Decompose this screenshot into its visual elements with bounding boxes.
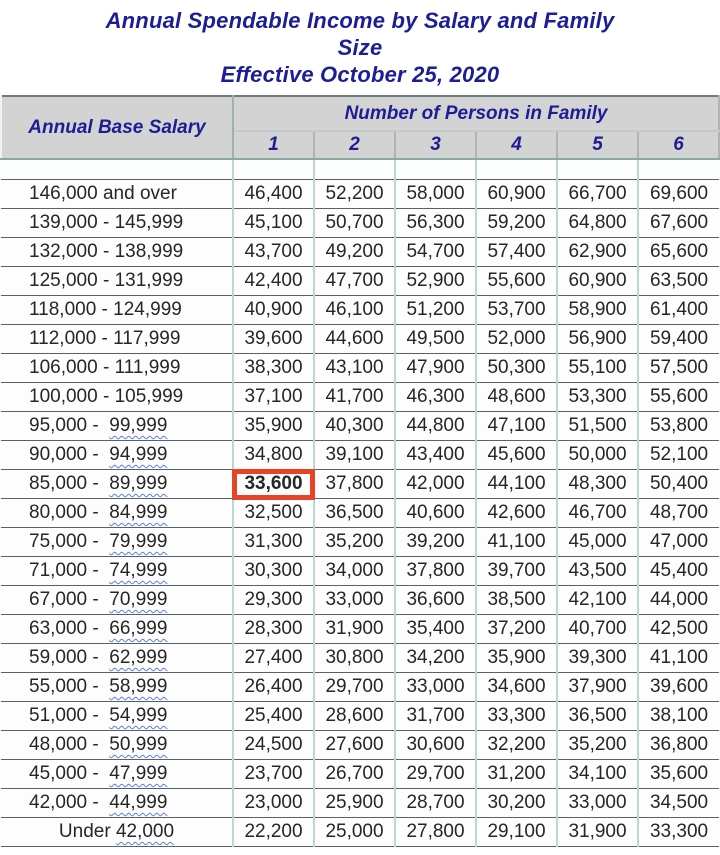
- income-value-cell: 35,900: [476, 644, 557, 673]
- salary-range-text: 75,000 -: [29, 531, 110, 552]
- family-size-column-6: 6: [638, 131, 719, 159]
- salary-range-text: 112,000 - 117,999: [29, 328, 181, 349]
- income-value-cell: 38,300: [233, 354, 314, 383]
- income-value-cell: 49,200: [314, 238, 395, 267]
- salary-range-cell: [1, 499, 233, 528]
- salary-range-text-spellchecked: 89,999: [109, 473, 168, 494]
- income-value-cell: 48,600: [476, 383, 557, 412]
- salary-range-cell: [1, 470, 233, 499]
- table-row: [1, 528, 719, 557]
- income-value-cell: 52,000: [476, 325, 557, 354]
- income-value-cell: 34,600: [476, 673, 557, 702]
- income-value-cell: 46,100: [314, 296, 395, 325]
- salary-range-text: 146,000 and over: [29, 183, 177, 204]
- income-value-cell: 52,100: [638, 441, 719, 470]
- salary-range-text-spellchecked: 62,999: [109, 647, 168, 668]
- income-value-cell: 42,100: [557, 586, 638, 615]
- income-value-cell: 66,700: [557, 180, 638, 209]
- income-value-cell: 29,700: [395, 760, 476, 789]
- income-value-cell: 35,400: [395, 615, 476, 644]
- income-value-cell: 36,800: [638, 731, 719, 760]
- income-value-cell: 57,500: [638, 354, 719, 383]
- annual-base-salary-header: Annual Base Salary: [1, 96, 233, 159]
- income-value-cell: 51,200: [395, 296, 476, 325]
- income-value-cell: 30,300: [233, 557, 314, 586]
- family-size-column-4: 4: [476, 131, 557, 159]
- income-value-cell: 42,600: [476, 499, 557, 528]
- income-value-cell: 39,700: [476, 557, 557, 586]
- table-row: [1, 267, 719, 296]
- salary-range-text-spellchecked: 58,999: [109, 676, 168, 697]
- table-row: [1, 354, 719, 383]
- table-row: [1, 470, 719, 499]
- income-value-cell: 54,700: [395, 238, 476, 267]
- salary-range-cell: [1, 209, 233, 238]
- income-value-cell: 40,300: [314, 412, 395, 441]
- income-value-cell: 27,800: [395, 818, 476, 847]
- salary-range-text: 67,000 -: [29, 589, 110, 610]
- income-value-cell: 47,900: [395, 354, 476, 383]
- income-value-cell: 34,500: [638, 789, 719, 818]
- income-value-cell: 28,300: [233, 615, 314, 644]
- income-value-cell: 53,800: [638, 412, 719, 441]
- table-row: [1, 499, 719, 528]
- salary-range-text: 100,000 - 105,999: [29, 386, 184, 407]
- income-value-cell: 69,600: [638, 180, 719, 209]
- income-value-cell: 41,100: [476, 528, 557, 557]
- income-value-cell: 35,600: [638, 760, 719, 789]
- income-value-cell: 31,900: [314, 615, 395, 644]
- salary-range-cell: [1, 731, 233, 760]
- income-value-cell: 47,100: [476, 412, 557, 441]
- income-value-cell: 37,900: [557, 673, 638, 702]
- salary-range-text: 51,000 -: [29, 705, 110, 726]
- income-value-cell: 45,400: [638, 557, 719, 586]
- table-row: [1, 644, 719, 673]
- salary-range-cell: [1, 267, 233, 296]
- income-value-cell: 31,300: [233, 528, 314, 557]
- table-row: [1, 702, 719, 731]
- income-value-cell: 39,600: [233, 325, 314, 354]
- salary-range-cell: [1, 615, 233, 644]
- salary-range-text-spellchecked: 42,000: [115, 821, 175, 842]
- income-value-cell: 35,200: [557, 731, 638, 760]
- income-value-cell: 65,600: [638, 238, 719, 267]
- salary-range-text: 80,000 -: [29, 502, 110, 523]
- income-value-cell: 34,100: [557, 760, 638, 789]
- income-value-cell: 37,800: [395, 557, 476, 586]
- salary-range-cell: [1, 325, 233, 354]
- salary-range-text: 132,000 - 138,999: [29, 241, 184, 262]
- income-value-cell: 25,000: [314, 818, 395, 847]
- income-value-cell: 43,100: [314, 354, 395, 383]
- income-value-cell: 27,400: [233, 644, 314, 673]
- income-value-cell: 51,500: [557, 412, 638, 441]
- income-value-cell: 43,700: [233, 238, 314, 267]
- income-value-cell: 42,000: [395, 470, 476, 499]
- income-value-cell: 26,700: [314, 760, 395, 789]
- income-value-cell: 58,000: [395, 180, 476, 209]
- income-value-cell: 42,400: [233, 267, 314, 296]
- income-value-cell: 37,100: [233, 383, 314, 412]
- income-value-cell: 63,500: [638, 267, 719, 296]
- table-row: [1, 818, 719, 847]
- income-value-cell: 33,300: [476, 702, 557, 731]
- salary-range-cell: [1, 441, 233, 470]
- income-value-cell: 55,100: [557, 354, 638, 383]
- income-value-cell: 37,200: [476, 615, 557, 644]
- salary-range-cell: [1, 760, 233, 789]
- income-value-cell: 60,900: [476, 180, 557, 209]
- spacer-cell: [395, 159, 476, 180]
- income-value-cell: 47,700: [314, 267, 395, 296]
- salary-range-cell: [1, 557, 233, 586]
- salary-range-text: 55,000 -: [29, 676, 110, 697]
- salary-range-text: 45,000 -: [29, 763, 110, 784]
- table-row: [1, 789, 719, 818]
- salary-range-cell: [1, 702, 233, 731]
- income-value-cell: 41,100: [638, 644, 719, 673]
- income-value-cell: 32,200: [476, 731, 557, 760]
- income-value-cell: 30,200: [476, 789, 557, 818]
- salary-range-cell: [1, 180, 233, 209]
- salary-range-cell: [1, 354, 233, 383]
- salary-range-text-spellchecked: 94,999: [109, 444, 168, 465]
- income-value-cell: 35,200: [314, 528, 395, 557]
- salary-range-text: 106,000 - 111,999: [29, 357, 181, 378]
- salary-range-text: 139,000 - 145,999: [29, 212, 184, 233]
- income-value-cell: 40,900: [233, 296, 314, 325]
- income-value-cell: 39,200: [395, 528, 476, 557]
- income-value-cell: 48,300: [557, 470, 638, 499]
- salary-range-text-spellchecked: 50,999: [109, 734, 168, 755]
- income-value-cell: 30,600: [395, 731, 476, 760]
- salary-range-text: 90,000 -: [29, 444, 110, 465]
- table-row: [1, 238, 719, 267]
- income-value-cell: 25,900: [314, 789, 395, 818]
- salary-range-cell: [1, 238, 233, 267]
- income-value-cell: 40,600: [395, 499, 476, 528]
- income-value-cell: 61,400: [638, 296, 719, 325]
- spacer-cell: [1, 159, 233, 180]
- salary-range-cell: [1, 818, 233, 847]
- income-value-cell: 39,600: [638, 673, 719, 702]
- table-row: [1, 325, 719, 354]
- salary-range-text-spellchecked: 99,999: [109, 415, 168, 436]
- income-value-cell: 31,700: [395, 702, 476, 731]
- income-value-cell: 59,200: [476, 209, 557, 238]
- salary-range-text: 95,000 -: [29, 415, 110, 436]
- income-value-cell: 38,100: [638, 702, 719, 731]
- income-value-cell: 23,000: [233, 789, 314, 818]
- table-row: [1, 586, 719, 615]
- income-value-cell: 41,700: [314, 383, 395, 412]
- spacer-cell: [314, 159, 395, 180]
- income-value-cell: 53,300: [557, 383, 638, 412]
- income-value-cell: 59,400: [638, 325, 719, 354]
- title-line-1: Annual Spendable Income by Salary and Family: [105, 8, 615, 33]
- table-row: [1, 557, 719, 586]
- salary-range-cell: [1, 673, 233, 702]
- title-line-2: Size: [337, 35, 383, 60]
- salary-range-cell: [1, 586, 233, 615]
- income-value-cell: 33,000: [314, 586, 395, 615]
- salary-range-text-spellchecked: 79,999: [109, 531, 168, 552]
- highlighted-income-value-cell: 33,600: [233, 470, 314, 499]
- income-value-cell: 29,100: [476, 818, 557, 847]
- income-value-cell: 50,400: [638, 470, 719, 499]
- income-value-cell: 46,700: [557, 499, 638, 528]
- income-value-cell: 56,900: [557, 325, 638, 354]
- income-value-cell: 49,500: [395, 325, 476, 354]
- table-row: [1, 209, 719, 238]
- family-size-column-1: 1: [233, 131, 314, 159]
- salary-range-text: 42,000 -: [29, 792, 110, 813]
- income-value-cell: 46,400: [233, 180, 314, 209]
- income-value-cell: 46,300: [395, 383, 476, 412]
- salary-range-text: 125,000 - 131,999: [29, 270, 184, 291]
- salary-range-cell: [1, 383, 233, 412]
- salary-range-text-spellchecked: 74,999: [109, 560, 168, 581]
- income-value-cell: 50,000: [557, 441, 638, 470]
- salary-range-text-spellchecked: 44,999: [109, 792, 168, 813]
- income-value-cell: 45,100: [233, 209, 314, 238]
- table-row: [1, 296, 719, 325]
- salary-range-cell: [1, 528, 233, 557]
- income-value-cell: 33,300: [638, 818, 719, 847]
- family-size-column-5: 5: [557, 131, 638, 159]
- table-body: [1, 159, 719, 847]
- salary-range-text-spellchecked: 84,999: [109, 502, 168, 523]
- income-value-cell: 32,500: [233, 499, 314, 528]
- income-value-cell: 44,600: [314, 325, 395, 354]
- income-value-cell: 47,000: [638, 528, 719, 557]
- spendable-income-table: [0, 95, 720, 847]
- income-value-cell: 42,500: [638, 615, 719, 644]
- income-value-cell: 39,300: [557, 644, 638, 673]
- salary-range-cell: [1, 412, 233, 441]
- income-value-cell: 34,000: [314, 557, 395, 586]
- income-value-cell: 52,200: [314, 180, 395, 209]
- income-value-cell: 50,700: [314, 209, 395, 238]
- income-value-cell: 38,500: [476, 586, 557, 615]
- income-value-cell: 39,100: [314, 441, 395, 470]
- spacer-row: [1, 159, 719, 180]
- income-value-cell: 34,200: [395, 644, 476, 673]
- income-value-cell: 55,600: [476, 267, 557, 296]
- income-value-cell: 34,800: [233, 441, 314, 470]
- table-header: [1, 96, 719, 159]
- income-value-cell: 43,400: [395, 441, 476, 470]
- document-title: [0, 0, 720, 88]
- number-of-persons-header: Number of Persons in Family: [233, 96, 719, 131]
- title-line-3: Effective October 25, 2020: [220, 62, 500, 87]
- income-value-cell: 44,100: [476, 470, 557, 499]
- income-value-cell: 44,800: [395, 412, 476, 441]
- spacer-cell: [557, 159, 638, 180]
- table-row: [1, 441, 719, 470]
- table-row: [1, 760, 719, 789]
- income-value-cell: 29,700: [314, 673, 395, 702]
- income-value-cell: 31,200: [476, 760, 557, 789]
- income-value-cell: 57,400: [476, 238, 557, 267]
- income-value-cell: 37,800: [314, 470, 395, 499]
- salary-range-cell: [1, 296, 233, 325]
- salary-range-text-spellchecked: 70,999: [109, 589, 168, 610]
- table-row: [1, 180, 719, 209]
- income-value-cell: 48,700: [638, 499, 719, 528]
- income-value-cell: 28,700: [395, 789, 476, 818]
- income-value-cell: 43,500: [557, 557, 638, 586]
- salary-range-text-spellchecked: 47,999: [109, 763, 168, 784]
- spacer-cell: [233, 159, 314, 180]
- salary-range-text: 48,000 -: [29, 734, 110, 755]
- income-value-cell: 67,600: [638, 209, 719, 238]
- salary-range-text: 118,000 - 124,999: [29, 299, 182, 320]
- table-row: [1, 731, 719, 760]
- table-row: [1, 383, 719, 412]
- income-value-cell: 53,700: [476, 296, 557, 325]
- income-value-cell: 50,300: [476, 354, 557, 383]
- income-value-cell: 45,000: [557, 528, 638, 557]
- income-value-cell: 36,600: [395, 586, 476, 615]
- income-value-cell: 45,600: [476, 441, 557, 470]
- income-value-cell: 44,000: [638, 586, 719, 615]
- income-value-cell: 33,000: [557, 789, 638, 818]
- salary-range-text: 71,000 -: [29, 560, 110, 581]
- income-value-cell: 58,900: [557, 296, 638, 325]
- income-value-cell: 40,700: [557, 615, 638, 644]
- income-value-cell: 55,600: [638, 383, 719, 412]
- income-value-cell: 26,400: [233, 673, 314, 702]
- income-value-cell: 56,300: [395, 209, 476, 238]
- salary-range-text: 85,000 -: [29, 473, 110, 494]
- salary-range-text: 59,000 -: [29, 647, 110, 668]
- income-value-cell: 31,900: [557, 818, 638, 847]
- salary-range-text-spellchecked: 54,999: [109, 705, 168, 726]
- family-size-column-2: 2: [314, 131, 395, 159]
- income-value-cell: 29,300: [233, 586, 314, 615]
- table-row: [1, 615, 719, 644]
- income-value-cell: 36,500: [314, 499, 395, 528]
- income-value-cell: 27,600: [314, 731, 395, 760]
- income-value-cell: 60,900: [557, 267, 638, 296]
- income-value-cell: 36,500: [557, 702, 638, 731]
- income-value-cell: 64,800: [557, 209, 638, 238]
- spacer-cell: [638, 159, 719, 180]
- salary-range-text: 63,000 -: [29, 618, 110, 639]
- income-value-cell: 33,000: [395, 673, 476, 702]
- salary-range-cell: [1, 644, 233, 673]
- income-value-cell: 35,900: [233, 412, 314, 441]
- table-row: [1, 673, 719, 702]
- family-size-column-3: 3: [395, 131, 476, 159]
- income-value-cell: 22,200: [233, 818, 314, 847]
- salary-range-text-spellchecked: 66,999: [109, 618, 168, 639]
- spacer-cell: [476, 159, 557, 180]
- salary-range-cell: [1, 789, 233, 818]
- table-row: [1, 412, 719, 441]
- salary-range-text: Under: [58, 821, 116, 842]
- income-value-cell: 62,900: [557, 238, 638, 267]
- income-value-cell: 25,400: [233, 702, 314, 731]
- income-value-cell: 52,900: [395, 267, 476, 296]
- income-value-cell: 30,800: [314, 644, 395, 673]
- income-value-cell: 24,500: [233, 731, 314, 760]
- income-value-cell: 28,600: [314, 702, 395, 731]
- income-value-cell: 23,700: [233, 760, 314, 789]
